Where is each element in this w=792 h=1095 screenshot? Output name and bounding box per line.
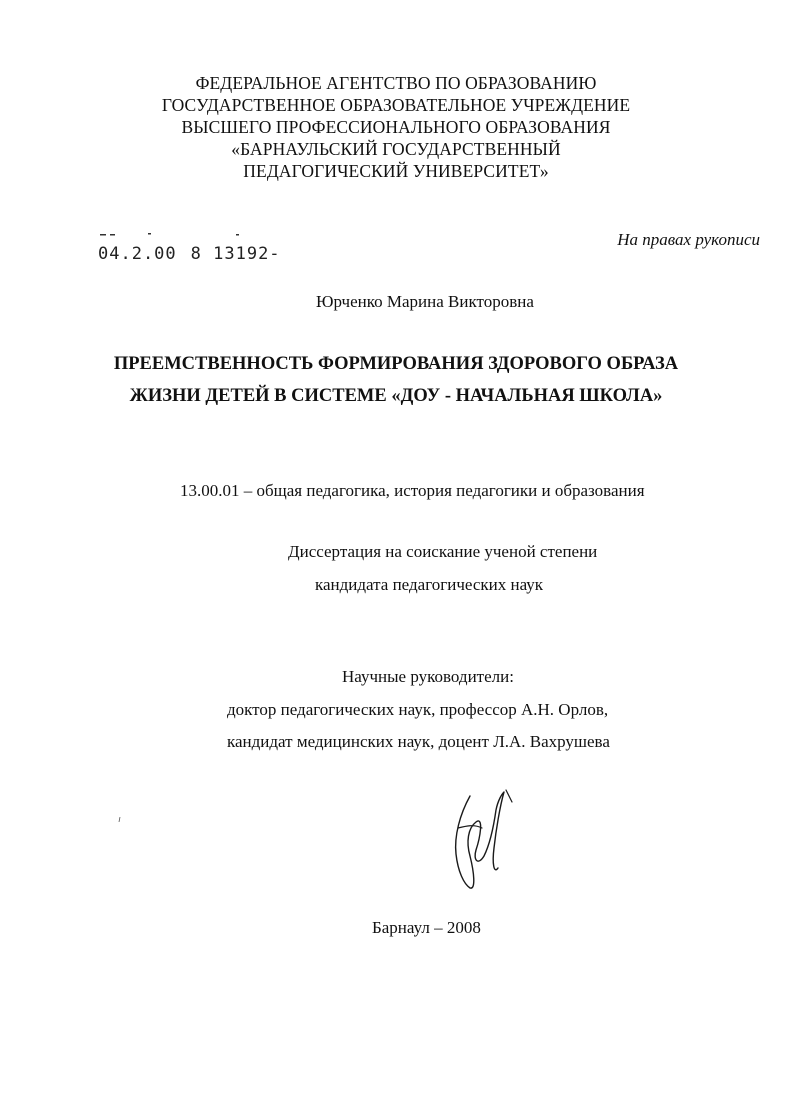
supervisor-2: кандидат медицинских наук, доцент Л.А. Вахрушева [227,732,610,751]
supervisor-1: доктор педагогических наук, профессор А.Н. Орлов, [227,700,609,719]
archive-stamp [98,244,281,264]
stamp-marks [98,230,258,240]
degree-line-1: Диссертация на соискание ученой степени [288,542,598,561]
stamp-code-right: 8 13192- [190,244,281,264]
supervisors-heading: Научные руководители: [342,667,514,686]
header-line-institution: ГОСУДАРСТВЕННОЕ ОБРАЗОВАТЕЛЬНОЕ УЧРЕЖДЕНИЕ [161,95,631,115]
scan-speck [118,817,121,822]
header-line-university-2: ПЕДАГОГИЧЕСКИЙ УНИВЕРСИТЕТ» [243,161,549,181]
title-line-1: ПРЕЕМСТВЕННОСТЬ ФОРМИРОВАНИЯ ЗДОРОВОГО ОБРАЗА [113,354,679,374]
specialty-code: 13.00.01 – общая педагогика, история педагогики и образования [180,481,645,500]
signature-mark [440,784,520,894]
header-line-education: ВЫСШЕГО ПРОФЕССИОНАЛЬНОГО ОБРАЗОВАНИЯ [181,117,611,137]
stamp-code-left: 04.2.00 [98,244,177,264]
title-line-2: ЖИЗНИ ДЕТЕЙ В СИСТЕМЕ «ДОУ - НАЧАЛЬНАЯ ШКОЛА» [129,386,663,406]
place-year: Барнаул – 2008 [372,918,481,937]
header-line-university-1: «БАРНАУЛЬСКИЙ ГОСУДАРСТВЕННЫЙ [231,139,561,159]
degree-line-2: кандидата педагогических наук [315,575,544,594]
header-line-agency: ФЕДЕРАЛЬНОЕ АГЕНТСТВО ПО ОБРАЗОВАНИЮ [195,73,597,93]
author-name: Юрченко Марина Викторовна [316,292,534,311]
manuscript-note: На правах рукописи [617,230,760,249]
